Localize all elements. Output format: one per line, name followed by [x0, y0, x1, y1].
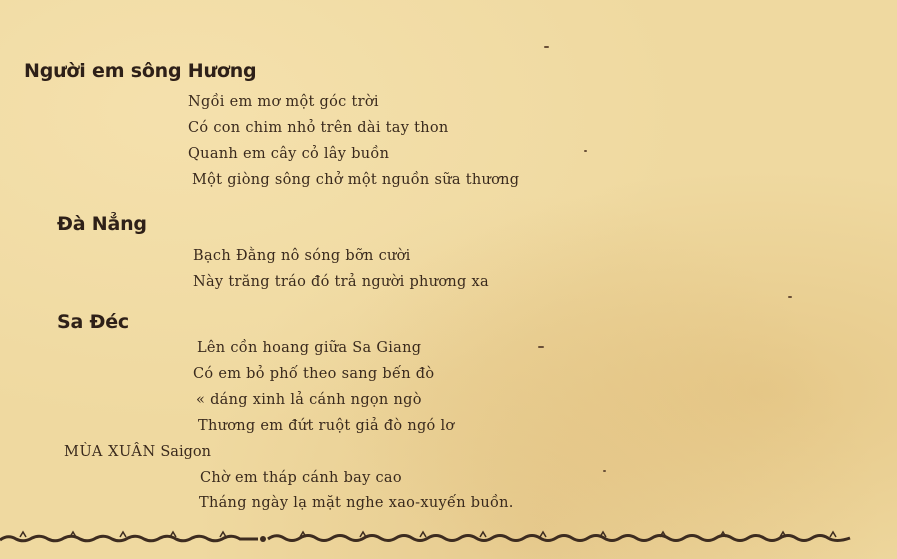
verse-line: Quanh em cây cỏ lây buồn	[188, 146, 390, 162]
ink-speck	[584, 150, 587, 152]
section-title-nguoi-em-song-huong: Người em sông Hương	[24, 60, 257, 82]
verse-line: Có con chim nhỏ trên dài tay thon	[188, 120, 449, 136]
verse-line: Tháng ngày lạ mặt nghe xao-xuyến buồn.	[199, 495, 514, 511]
verse-line: Có em bỏ phố theo sang bến đò	[193, 366, 435, 382]
caption-rest: Saigon	[155, 444, 211, 460]
verse-line: Này trăng tráo đó trả người phương xa	[193, 274, 489, 290]
ink-speck	[788, 296, 792, 298]
border-center-ornament	[260, 536, 266, 542]
verse-line: « dáng xinh lả cánh ngọn ngò	[196, 392, 422, 408]
verse-line: Một giòng sông chở một nguồn sữa thương	[192, 172, 520, 188]
ink-speck	[538, 346, 544, 348]
verse-line: Lên cồn hoang giữa Sa Giang	[197, 340, 422, 356]
verse-line: Thương em đứt ruột giả đò ngó lơ	[198, 418, 455, 434]
verse-line: Ngồi em mơ một góc trời	[188, 94, 379, 110]
verse-line: Chờ em tháp cánh bay cao	[200, 470, 402, 486]
section-title-da-nang: Đà Nẳng	[57, 213, 147, 235]
ink-speck	[544, 46, 549, 48]
border-wave-right	[268, 536, 850, 541]
ink-speck	[603, 470, 606, 472]
border-spikes	[20, 532, 836, 537]
verse-line: Bạch Đằng nô sóng bỡn cười	[193, 248, 411, 264]
decorative-border	[0, 528, 897, 548]
section-title-sa-dec: Sa Đéc	[57, 311, 129, 333]
border-wave-left	[0, 536, 258, 541]
caption-caps: MÙA XUÂN	[64, 444, 156, 460]
section-title-mua-xuan-saigon	[64, 444, 211, 460]
